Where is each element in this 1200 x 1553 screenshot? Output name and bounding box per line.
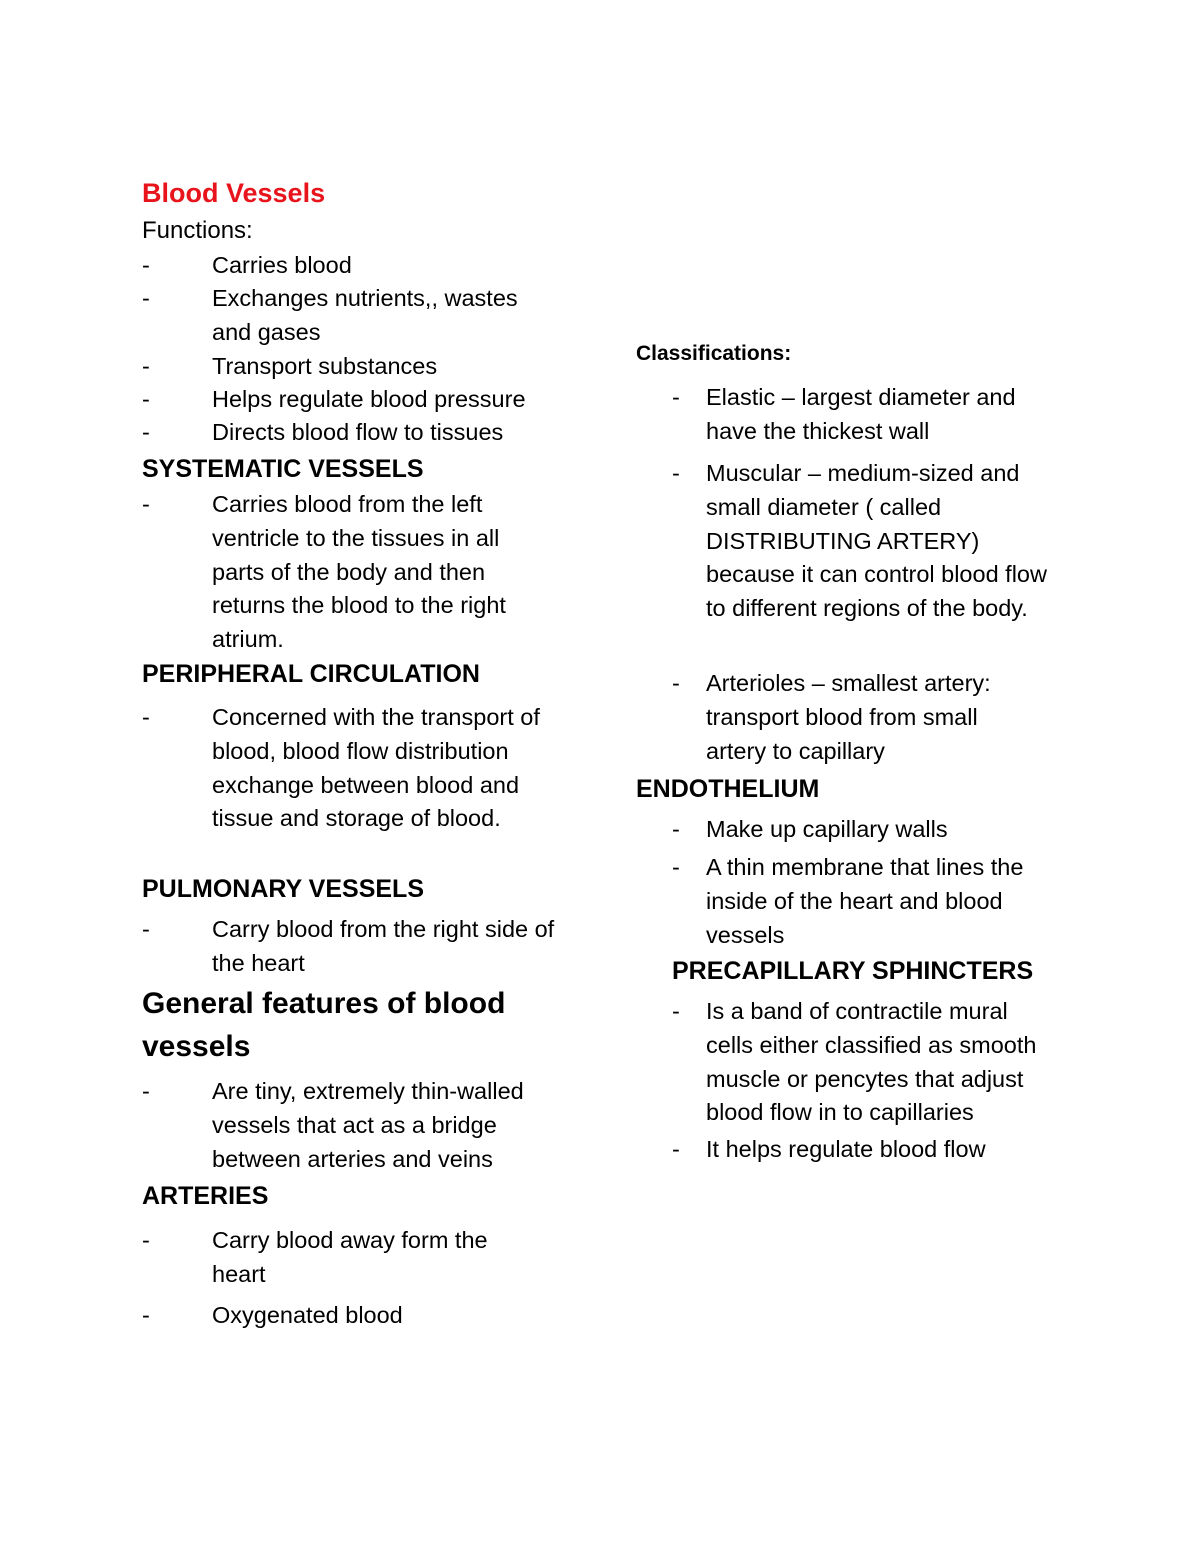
bullet-text: It helps regulate blood flow xyxy=(706,1136,986,1162)
page-title: Blood Vessels xyxy=(142,178,326,208)
bullet-text: Is a band of contractile mural cells either classified as smooth muscle or pencytes that adjust blood flow in to capillaries xyxy=(706,998,1037,1126)
bullet-text: Exchanges nutrients,, wastes and gases xyxy=(212,285,518,345)
bullet-dash: - xyxy=(142,1227,150,1253)
section-heading-peripheral: PERIPHERAL CIRCULATION xyxy=(142,660,480,688)
bullet-dash: - xyxy=(672,1136,680,1162)
section-heading-systematic: SYSTEMATIC VESSELS xyxy=(142,455,424,483)
bullet-text: Carry blood from the right side of the heart xyxy=(212,916,555,976)
bullet-text: Muscular – medium-sized and small diameter ( called DISTRIBUTING ARTERY) because it can control blood flow to different regions of the body. xyxy=(706,460,1047,622)
bullet-text: Make up capillary walls xyxy=(706,816,948,842)
bullet-dash: - xyxy=(142,916,150,942)
bullet-dash: - xyxy=(672,854,680,880)
functions-label: Functions: xyxy=(142,217,253,244)
bullet-text: Carry blood away form the heart xyxy=(212,1227,488,1287)
bullet-dash: - xyxy=(142,1078,150,1104)
bullet-text: Arterioles – smallest artery: transport blood from small artery to capillary xyxy=(706,670,991,764)
bullet-text: Oxygenated blood xyxy=(212,1302,403,1328)
bullet-text: Carries blood xyxy=(212,252,352,278)
section-heading-precapillary: PRECAPILLARY SPHINCTERS xyxy=(672,957,1034,985)
bullet-dash: - xyxy=(142,285,150,311)
bullet-dash: - xyxy=(142,353,150,379)
bullet-dash: - xyxy=(672,998,680,1024)
bullet-dash: - xyxy=(672,384,680,410)
bullet-dash: - xyxy=(672,460,680,486)
bullet-text: A thin membrane that lines the inside of the heart and blood vessels xyxy=(706,854,1024,948)
bullet-text: Carries blood from the left ventricle to the tissues in all parts of the body and then returns the blood to the right atrium. xyxy=(212,491,506,653)
bullet-dash: - xyxy=(142,252,150,278)
bullet-text: Transport substances xyxy=(212,353,438,379)
bullet-dash: - xyxy=(142,1302,150,1328)
section-heading-pulmonary: PULMONARY VESSELS xyxy=(142,875,424,903)
bullet-dash: - xyxy=(672,670,680,696)
section-heading-arteries: ARTERIES xyxy=(142,1182,269,1210)
bullet-dash: - xyxy=(142,386,150,412)
section-heading-general-features: General features of blood vessels xyxy=(142,987,506,1063)
bullet-text: Directs blood flow to tissues xyxy=(212,419,504,445)
bullet-text: Elastic – largest diameter and have the thickest wall xyxy=(706,384,1016,444)
section-heading-endothelium: ENDOTHELIUM xyxy=(636,775,820,803)
bullet-text: Are tiny, extremely thin-walled vessels that act as a bridge between arteries and veins xyxy=(212,1078,524,1172)
section-heading-classifications: Classifications: xyxy=(636,342,792,365)
bullet-dash: - xyxy=(142,419,150,445)
bullet-text: Helps regulate blood pressure xyxy=(212,386,526,412)
bullet-dash: - xyxy=(142,704,150,730)
bullet-text: Concerned with the transport of blood, blood flow distribution exchange between blood and tissue and storage of blood. xyxy=(212,704,540,832)
bullet-dash: - xyxy=(142,491,150,517)
bullet-dash: - xyxy=(672,816,680,842)
